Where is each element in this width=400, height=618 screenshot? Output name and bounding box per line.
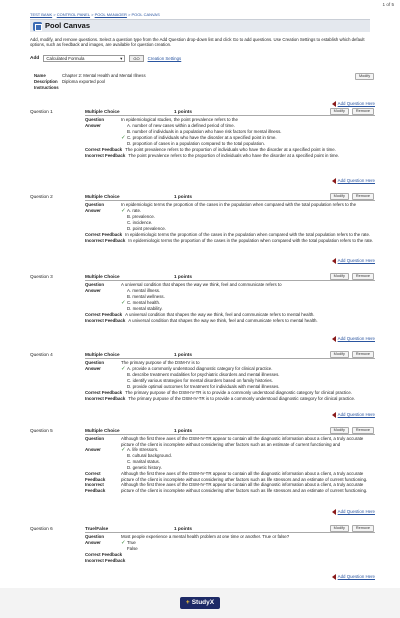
answer-text: C. mental health. [127, 300, 161, 306]
pool-details: Name Chapter 2: Mental Health and Mental Illness Description Diploma exported pool Instructions [34, 73, 146, 91]
question-body [85, 534, 375, 564]
add-question-here-label[interactable]: Add Question Here [337, 412, 375, 418]
check-icon: ✓ [121, 134, 126, 141]
modify-button[interactable]: Modify [330, 427, 349, 434]
answer-text: D. genetic history. [127, 465, 162, 471]
question-body [85, 436, 375, 493]
incorrect-feedback [85, 558, 375, 564]
feedback-label: Correct Feedback [85, 312, 123, 317]
question-divider [85, 200, 375, 201]
answer-label: Answer [85, 447, 101, 453]
add-label: Add [30, 55, 40, 61]
question-label: Question [85, 117, 105, 122]
question-label: Question [85, 282, 105, 287]
answer-text: D. point prevalence. [127, 226, 167, 232]
question-actions [330, 525, 374, 532]
modify-button[interactable]: Modify [330, 351, 349, 358]
question-body [85, 202, 375, 244]
answer-text: False [127, 546, 138, 552]
feedback-label: Incorrect Feedback [85, 238, 126, 243]
question-text: Although the first three axes of the DSM-IV-TR appear to contain all the diagnostic information about a client, a truly accurate picture of the client is incomplete without considering other factors such as an estimate of current functioning and [121, 436, 364, 447]
question-label: Question [85, 202, 105, 207]
question-body [85, 360, 375, 402]
answer-text: A. mental illness. [127, 288, 161, 294]
feedback-text: A universal condition that shapes the way we think, feel and communicate refers to mental health. [125, 312, 315, 317]
question-divider [85, 280, 375, 281]
question-header [0, 193, 400, 200]
pool-name: Chapter 2: Mental Health and Mental Illness [62, 73, 146, 78]
question-number: Question 5 [30, 427, 53, 433]
incorrect-feedback [85, 153, 375, 159]
feedback-label: Correct Feedback [85, 232, 123, 237]
go-button[interactable]: GO [129, 55, 143, 62]
question-text: A universal condition that shapes the way we think, feel and communicate refers to [121, 282, 282, 287]
answer-label: Answer [85, 288, 101, 294]
pool-description: Diploma exported pool [62, 79, 105, 85]
add-question-here-link[interactable] [332, 258, 375, 264]
add-question-here-label[interactable]: Add Question Here [337, 509, 375, 515]
question-points: 1 points [174, 108, 192, 114]
answer-text: B. prevalence. [127, 214, 156, 220]
remove-button[interactable]: Remove [352, 193, 374, 200]
add-here-arrow-icon [332, 178, 336, 184]
question-text: Most people experience a mental health problem at one time or another. True or false? [121, 534, 290, 539]
question-body [85, 282, 375, 324]
question-points: 1 points [174, 525, 192, 531]
question-header [0, 273, 400, 280]
modify-button[interactable]: Modify [330, 108, 349, 115]
question-number: Question 6 [30, 525, 53, 531]
add-question-here-link[interactable] [332, 336, 375, 342]
feedback-label: Correct Feedback [85, 552, 123, 557]
question-type: Multiple Choice [85, 427, 120, 433]
add-question-here-label[interactable]: Add Question Here [337, 178, 375, 184]
add-question-here-link[interactable] [332, 509, 375, 515]
answer-label: Answer [85, 366, 101, 372]
answer-text: C. identify various strategies for mental disorders based on family histories. [127, 378, 273, 384]
answer-text: A. life stressors. [127, 447, 159, 453]
incorrect-feedback [85, 318, 375, 324]
question-type: True/False [85, 525, 109, 531]
feedback-text: The primary purpose of the DSM-IV-TR is to provide a commonly understood diagnostic category for clinical practice. [128, 396, 356, 401]
question-actions [330, 273, 374, 280]
feedback-label: Incorrect Feedback [85, 558, 126, 563]
remove-button[interactable]: Remove [352, 351, 374, 358]
incorrect-feedback [85, 396, 375, 402]
add-here-arrow-icon [332, 258, 336, 264]
question-number: Question 2 [30, 193, 53, 199]
answer-text: C. marital status. [127, 459, 160, 465]
modify-button[interactable]: Modify [330, 273, 349, 280]
answer-text: B. describe treatment modalities for psychiatric disorders and mental illnesses. [127, 372, 280, 378]
breadcrumb-item-pool-manager[interactable]: POOL MANAGER [94, 12, 127, 17]
check-icon: ✓ [121, 365, 126, 372]
add-here-arrow-icon [332, 574, 336, 580]
page-title: Pool Canvas [45, 21, 91, 31]
answer-text: D. proportion of cases in a population compared to the total population. [127, 141, 265, 147]
feedback-label: Incorrect Feedback [85, 482, 106, 493]
breadcrumb-item-control-panel[interactable]: CONTROL PANEL [56, 12, 91, 17]
feedback-text: Although the first three axes of the DSM-IV-TR appear to contain all the diagnostic information about a client, a truly accurate picture of the client is incomplete without considering other factors such as life stressors and an estimate of current functioning. [121, 482, 368, 493]
question-number: Question 4 [30, 351, 53, 357]
feedback-label: Correct Feedback [85, 471, 106, 482]
feedback-text: The primary purpose of the DSM-IV-TR is to provide a commonly understood diagnostic category for clinical practice. [125, 390, 353, 395]
remove-button[interactable]: Remove [352, 427, 374, 434]
add-here-arrow-icon [332, 101, 336, 107]
answer-text: B. mental wellness. [127, 294, 165, 300]
answer-text: D. mental stability. [127, 306, 163, 312]
creation-settings-link[interactable]: Creation Settings [147, 55, 182, 61]
intro-text: Add, modify, and remove questions. Select a question type from the Add Question drop-down list and click Go to add questions. Use Creation Settings to establish which default options, such as feedback and images, are available for question creation. [30, 37, 365, 48]
question-header [0, 427, 400, 434]
feedback-text: In epidemiologic terms the proportion of the cases in the population when compared with the total population refers to the rate. [125, 232, 371, 237]
remove-button[interactable]: Remove [352, 525, 374, 532]
question-header [0, 351, 400, 358]
question-line [85, 436, 375, 447]
check-icon: ✓ [121, 207, 126, 214]
question-points: 1 points [174, 273, 192, 279]
answer-label: Answer [85, 208, 101, 214]
check-icon: ✓ [121, 299, 126, 306]
answer-text: A. rate. [127, 208, 142, 214]
add-question-here-label[interactable]: Add Question Here [337, 336, 375, 342]
add-here-arrow-icon [332, 336, 336, 342]
question-points: 1 points [174, 427, 192, 433]
question-actions [330, 351, 374, 358]
question-header [0, 525, 400, 532]
answer-text: C. incidence. [127, 220, 153, 226]
add-question-here-link[interactable] [332, 412, 375, 418]
question-divider [85, 115, 375, 116]
question-type: Multiple Choice [85, 351, 120, 357]
modify-button[interactable]: Modify [330, 193, 349, 200]
feedback-text: In epidemiologic terms the proportion of the cases in the population when compared with the total population refers to the rate. [128, 238, 374, 243]
answer-text: B. number of individuals in a population who have risk factors for mental illness. [127, 129, 282, 135]
chevron-down-icon: ▾ [120, 55, 123, 61]
feedback-text: The point prevalence refers to the proportion of individuals who have the disorder at a specified point in time. [128, 153, 340, 158]
check-icon: ✓ [121, 446, 126, 453]
question-type: Multiple Choice [85, 108, 120, 114]
remove-button[interactable]: Remove [352, 108, 374, 115]
add-question-here-label[interactable]: Add Question Here [337, 574, 375, 580]
correct-feedback [85, 471, 375, 482]
feedback-label: Correct Feedback [85, 147, 123, 152]
answer-text: True [127, 540, 136, 546]
page-title-bar [30, 19, 370, 32]
question-text: The primary purpose of the DSM-IV is to [121, 360, 200, 365]
remove-button[interactable]: Remove [352, 273, 374, 280]
feedback-label: Incorrect Feedback [85, 318, 126, 323]
add-question-row [30, 54, 375, 63]
add-question-here-link[interactable] [332, 574, 375, 580]
add-question-here-link[interactable] [332, 178, 375, 184]
feedback-text: A universal condition that shapes the way we think, feel and communicate refers to mental health. [128, 318, 318, 323]
question-type-select[interactable]: Calculated Formula ▾ [43, 55, 125, 62]
answer-text: B. cultural background. [127, 453, 172, 459]
question-label: Question [85, 436, 105, 441]
question-label: Question [85, 534, 105, 539]
question-divider [85, 532, 375, 533]
question-body [85, 117, 375, 159]
answer-label: Answer [85, 123, 101, 129]
question-text: In epidemiological studies, the point prevalence refers to the [121, 117, 238, 122]
breadcrumb-item-current: POOL CANVAS [131, 12, 160, 17]
question-type: Multiple Choice [85, 273, 120, 279]
question-header [0, 108, 400, 115]
answer-text: D. provide optimal outcomes for treatment for individuals with mental illnesses. [127, 384, 280, 390]
incorrect-feedback [85, 482, 375, 493]
add-question-here-label[interactable]: Add Question Here [337, 101, 375, 107]
breadcrumb: TEST BANK > CONTROL PANEL > POOL MANAGER > POOL CANVAS [30, 12, 160, 17]
add-question-here-link[interactable] [332, 101, 375, 107]
pool-canvas-icon [33, 22, 42, 31]
question-divider [85, 358, 375, 359]
feedback-label: Incorrect Feedback [85, 396, 126, 401]
question-points: 1 points [174, 193, 192, 199]
feedback-label: Correct Feedback [85, 390, 123, 395]
answer-text: A. number of new cases within a defined period of time. [127, 123, 235, 129]
question-actions [330, 108, 374, 115]
question-line [85, 202, 375, 208]
answer-label: Answer [85, 540, 101, 546]
question-actions [330, 193, 374, 200]
question-divider [85, 434, 375, 435]
feedback-text: The point prevalence refers to the proportion of individuals who have the disorder at a specified point in time. [125, 147, 336, 152]
breadcrumb-item-test-bank[interactable]: TEST BANK [30, 12, 53, 17]
question-number: Question 3 [30, 273, 53, 279]
modify-button[interactable]: Modify [330, 525, 349, 532]
question-number: Question 1 [30, 108, 53, 114]
answer-text: C. proportion of individuals who have the disorder at a specified point in time. [127, 135, 277, 141]
question-label: Question [85, 360, 105, 365]
question-actions [330, 427, 374, 434]
question-text: In epidemiologic terms the proportion of the cases in the population when compared with the total population refers to the [121, 202, 357, 207]
feedback-text: Although the first three axes of the DSM-IV-TR appear to contain all the diagnostic information about a client, a truly accurate picture of the client is incomplete without considering other factors such as life stressors and an estimate of current functioning. [121, 471, 368, 482]
feedback-label: Incorrect Feedback [85, 153, 126, 158]
page-number: 1 of 5 [382, 2, 394, 7]
incorrect-feedback [85, 238, 375, 244]
add-here-arrow-icon [332, 412, 336, 418]
studyx-logo: + StudyX [180, 597, 220, 609]
question-type: Multiple Choice [85, 193, 120, 199]
add-here-arrow-icon [332, 509, 336, 515]
question-points: 1 points [174, 351, 192, 357]
modify-pool-button[interactable]: Modify [355, 73, 374, 80]
footer-banner [0, 588, 400, 618]
check-icon: ✓ [121, 539, 126, 546]
add-question-here-label[interactable]: Add Question Here [337, 258, 375, 264]
answer-text: A. provide a commonly understood diagnostic category for clinical practice. [127, 366, 273, 372]
